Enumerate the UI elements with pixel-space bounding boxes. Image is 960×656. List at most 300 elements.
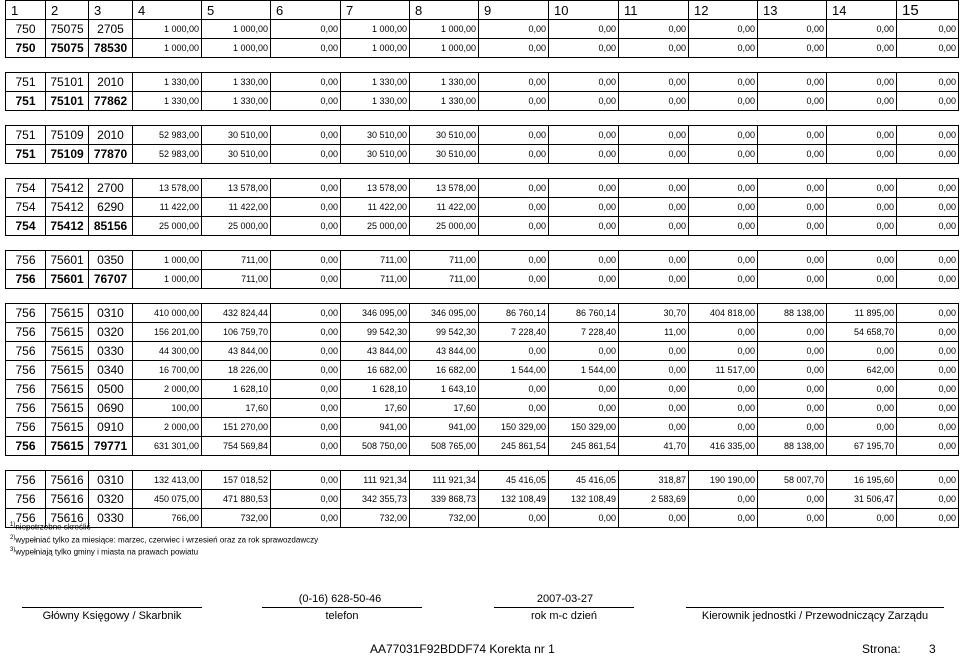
cell-amount: 0,00 (479, 20, 549, 39)
cell-amount: 0,00 (827, 179, 897, 198)
spacer-cell (6, 164, 959, 179)
table-body (6, 1, 959, 528)
cell-amount: 711,00 (341, 251, 410, 270)
cell-amount: 318,87 (619, 471, 689, 490)
cell-amount: 342 355,73 (341, 490, 410, 509)
cell-paragraf: 0320 (89, 490, 133, 509)
cell-amount: 0,00 (897, 342, 959, 361)
cell-rozdzial: 75601 (46, 251, 89, 270)
date-label: rok m-c dzień (530, 610, 598, 622)
cell-amount: 754 569,84 (202, 437, 271, 456)
cell-paragraf: 0310 (89, 471, 133, 490)
cell-amount: 30 510,00 (341, 145, 410, 164)
cell-amount: 0,00 (619, 145, 689, 164)
cell-amount: 0,00 (619, 39, 689, 58)
cell-rozdzial: 75615 (46, 304, 89, 323)
cell-amount: 0,00 (271, 342, 341, 361)
cell-amount: 404 818,00 (689, 304, 758, 323)
cell-amount: 0,00 (758, 73, 827, 92)
cell-amount: 0,00 (689, 73, 758, 92)
cell-amount: 7 228,40 (549, 323, 619, 342)
cell-amount: 711,00 (410, 251, 479, 270)
cell-amount: 106 759,70 (202, 323, 271, 342)
cell-amount: 0,00 (689, 198, 758, 217)
cell-rozdzial: 75615 (46, 437, 89, 456)
column-number: 3 (89, 1, 133, 20)
cell-paragraf: 77862 (89, 92, 133, 111)
cell-amount: 732,00 (341, 509, 410, 528)
cell-rozdzial: 75601 (46, 270, 89, 289)
cell-amount: 1 000,00 (133, 20, 202, 39)
footnote-3: $^{3)}$wypełniają tylko gminy i miasta na prawach powiatu (10, 547, 199, 557)
column-number: 7 (341, 1, 410, 20)
cell-amount: 2 000,00 (133, 380, 202, 399)
cell-amount: 0,00 (689, 418, 758, 437)
cell-dzial: 756 (6, 437, 46, 456)
cell-amount: 941,00 (410, 418, 479, 437)
cell-amount: 43 844,00 (410, 342, 479, 361)
cell-dzial: 754 (6, 198, 46, 217)
table-total-row (6, 39, 959, 58)
cell-amount: 0,00 (271, 437, 341, 456)
cell-dzial: 756 (6, 251, 46, 270)
cell-dzial: 751 (6, 145, 46, 164)
cell-amount: 410 000,00 (133, 304, 202, 323)
spacer-cell (6, 111, 959, 126)
cell-amount: 0,00 (619, 179, 689, 198)
cell-paragraf: 2010 (89, 126, 133, 145)
cell-rozdzial: 75615 (46, 361, 89, 380)
cell-amount: 0,00 (758, 509, 827, 528)
cell-amount: 0,00 (897, 437, 959, 456)
cell-amount: 1 544,00 (549, 361, 619, 380)
cell-amount: 100,00 (133, 399, 202, 418)
cell-amount: 156 201,00 (133, 323, 202, 342)
phone-line (262, 607, 422, 608)
cell-amount: 0,00 (689, 323, 758, 342)
cell-amount: 0,00 (619, 399, 689, 418)
cell-amount: 150 329,00 (549, 418, 619, 437)
cell-amount: 0,00 (758, 342, 827, 361)
head-signature-line (686, 607, 944, 608)
column-number: 13 (758, 1, 827, 20)
cell-amount: 0,00 (619, 509, 689, 528)
cell-amount: 132 108,49 (549, 490, 619, 509)
cell-amount: 245 861,54 (479, 437, 549, 456)
column-number-header (6, 1, 959, 20)
cell-dzial: 756 (6, 270, 46, 289)
cell-dzial: 750 (6, 20, 46, 39)
cell-amount: 0,00 (619, 20, 689, 39)
cell-amount: 0,00 (897, 270, 959, 289)
cell-amount: 43 844,00 (341, 342, 410, 361)
cell-amount: 0,00 (479, 509, 549, 528)
spacer-row (6, 58, 959, 73)
cell-amount: 0,00 (827, 270, 897, 289)
head-label: Kierownik jednostki / Przewodniczący Zarządu (701, 610, 929, 622)
cell-amount: 0,00 (479, 399, 549, 418)
cell-amount: 0,00 (897, 217, 959, 236)
cell-amount: 0,00 (827, 73, 897, 92)
cell-amount: 0,00 (897, 198, 959, 217)
cell-amount: 30,70 (619, 304, 689, 323)
table-row (6, 323, 959, 342)
table-row (6, 361, 959, 380)
cell-rozdzial: 75075 (46, 39, 89, 58)
cell-amount: 339 868,73 (410, 490, 479, 509)
cell-amount: 0,00 (827, 251, 897, 270)
cell-dzial: 754 (6, 179, 46, 198)
date-value: 2007-03-27 (536, 593, 594, 605)
cell-amount: 0,00 (549, 342, 619, 361)
cell-amount: 711,00 (410, 270, 479, 289)
cell-amount: 0,00 (271, 471, 341, 490)
cell-paragraf: 0310 (89, 304, 133, 323)
cell-dzial: 756 (6, 304, 46, 323)
cell-amount: 0,00 (271, 361, 341, 380)
table-row (6, 179, 959, 198)
table-row (6, 73, 959, 92)
cell-amount: 11 422,00 (202, 198, 271, 217)
cell-amount: 151 270,00 (202, 418, 271, 437)
cell-amount: 0,00 (479, 198, 549, 217)
cell-amount: 18 226,00 (202, 361, 271, 380)
cell-amount: 1 000,00 (410, 39, 479, 58)
cell-amount: 1 000,00 (202, 20, 271, 39)
spacer-cell (6, 456, 959, 471)
cell-paragraf: 0350 (89, 251, 133, 270)
cell-paragraf: 79771 (89, 437, 133, 456)
cell-dzial: 750 (6, 39, 46, 58)
cell-amount: 0,00 (897, 126, 959, 145)
cell-amount: 0,00 (549, 217, 619, 236)
table-row (6, 399, 959, 418)
cell-amount: 0,00 (271, 20, 341, 39)
cell-amount: 1 000,00 (133, 39, 202, 58)
cell-amount: 0,00 (549, 145, 619, 164)
cell-amount: 0,00 (549, 509, 619, 528)
cell-amount: 0,00 (758, 39, 827, 58)
cell-amount: 0,00 (897, 145, 959, 164)
cell-amount: 0,00 (827, 39, 897, 58)
cell-amount: 58 007,70 (758, 471, 827, 490)
cell-amount: 45 416,05 (549, 471, 619, 490)
cell-amount: 0,00 (827, 342, 897, 361)
cell-amount: 0,00 (271, 304, 341, 323)
cell-amount: 0,00 (549, 399, 619, 418)
cell-amount: 0,00 (689, 217, 758, 236)
cell-paragraf: 77870 (89, 145, 133, 164)
cell-amount: 0,00 (271, 92, 341, 111)
cell-amount: 0,00 (827, 145, 897, 164)
footnote-2: $^{2)}$wypełniać tylko za miesiące: marzec, czerwiec i wrzesień oraz za rok sprawozdawczy (10, 534, 319, 545)
cell-rozdzial: 75412 (46, 217, 89, 236)
cell-amount: 88 138,00 (758, 437, 827, 456)
cell-amount: 30 510,00 (341, 126, 410, 145)
cell-amount: 0,00 (619, 380, 689, 399)
column-number: 1 (6, 1, 46, 20)
cell-amount: 0,00 (479, 179, 549, 198)
cell-amount: 0,00 (897, 490, 959, 509)
cell-amount: 0,00 (271, 179, 341, 198)
cell-amount: 157 018,52 (202, 471, 271, 490)
cell-amount: 0,00 (689, 270, 758, 289)
cell-amount: 16 195,60 (827, 471, 897, 490)
cell-amount: 0,00 (479, 380, 549, 399)
cell-amount: 1 643,10 (410, 380, 479, 399)
cell-amount: 0,00 (897, 92, 959, 111)
column-number: 5 (202, 1, 271, 20)
cell-amount: 2 000,00 (133, 418, 202, 437)
cell-amount: 17,60 (341, 399, 410, 418)
cell-amount: 0,00 (271, 509, 341, 528)
cell-amount: 0,00 (619, 361, 689, 380)
cell-amount: 43 844,00 (202, 342, 271, 361)
table-row (6, 490, 959, 509)
column-number: 14 (827, 1, 897, 20)
footnote-1: $^{1)}$niepotrzebne skreślić (10, 522, 91, 532)
phone-value: (0-16) 628-50-46 (298, 593, 382, 605)
column-number: 9 (479, 1, 549, 20)
cell-rozdzial: 75615 (46, 399, 89, 418)
table-row (6, 342, 959, 361)
cell-dzial: 754 (6, 217, 46, 236)
cell-amount: 0,00 (758, 198, 827, 217)
cell-paragraf: 0320 (89, 323, 133, 342)
cell-rozdzial: 75412 (46, 179, 89, 198)
cell-amount: 766,00 (133, 509, 202, 528)
cell-paragraf: 76707 (89, 270, 133, 289)
cell-amount: 132 108,49 (479, 490, 549, 509)
cell-amount: 25 000,00 (410, 217, 479, 236)
spacer-row (6, 289, 959, 304)
cell-amount: 44 300,00 (133, 342, 202, 361)
cell-amount: 11 422,00 (133, 198, 202, 217)
cell-amount: 0,00 (897, 304, 959, 323)
cell-amount: 190 190,00 (689, 471, 758, 490)
cell-amount: 0,00 (689, 399, 758, 418)
cell-amount: 1 000,00 (202, 39, 271, 58)
cell-amount: 0,00 (271, 490, 341, 509)
cell-amount: 0,00 (689, 490, 758, 509)
cell-amount: 16 682,00 (410, 361, 479, 380)
cell-amount: 346 095,00 (341, 304, 410, 323)
cell-amount: 0,00 (897, 399, 959, 418)
column-number: 8 (410, 1, 479, 20)
cell-amount: 0,00 (758, 92, 827, 111)
cell-amount: 0,00 (271, 251, 341, 270)
table-total-row (6, 270, 959, 289)
cell-amount: 508 750,00 (341, 437, 410, 456)
cell-amount: 0,00 (619, 270, 689, 289)
cell-amount: 30 510,00 (410, 126, 479, 145)
cell-amount: 0,00 (689, 145, 758, 164)
cell-amount: 0,00 (549, 380, 619, 399)
column-number: 4 (133, 1, 202, 20)
cell-amount: 0,00 (758, 490, 827, 509)
cell-rozdzial: 75615 (46, 323, 89, 342)
cell-paragraf: 0910 (89, 418, 133, 437)
cell-amount: 0,00 (758, 251, 827, 270)
cell-amount: 11 422,00 (410, 198, 479, 217)
cell-amount: 7 228,40 (479, 323, 549, 342)
cell-paragraf: 0330 (89, 342, 133, 361)
cell-amount: 99 542,30 (341, 323, 410, 342)
date-line (494, 607, 634, 608)
cell-dzial: 756 (6, 380, 46, 399)
cell-amount: 0,00 (897, 20, 959, 39)
spacer-cell (6, 236, 959, 251)
cell-paragraf: 0500 (89, 380, 133, 399)
cell-amount: 11 422,00 (341, 198, 410, 217)
cell-amount: 0,00 (758, 217, 827, 236)
cell-amount: 0,00 (827, 198, 897, 217)
cell-amount: 0,00 (479, 73, 549, 92)
cell-amount: 111 921,34 (341, 471, 410, 490)
cell-dzial: 756 (6, 471, 46, 490)
cell-amount: 1 330,00 (202, 73, 271, 92)
cell-amount: 86 760,14 (549, 304, 619, 323)
table-row (6, 20, 959, 39)
cell-amount: 450 075,00 (133, 490, 202, 509)
phone-label: telefon (325, 610, 359, 622)
cell-amount: 1 000,00 (133, 251, 202, 270)
cell-amount: 0,00 (827, 380, 897, 399)
cell-amount: 0,00 (271, 73, 341, 92)
cell-rozdzial: 75615 (46, 342, 89, 361)
cell-amount: 0,00 (827, 126, 897, 145)
table-row (6, 251, 959, 270)
cell-amount: 0,00 (549, 39, 619, 58)
cell-amount: 0,00 (897, 39, 959, 58)
cell-amount: 0,00 (549, 270, 619, 289)
cell-rozdzial: 75616 (46, 471, 89, 490)
cell-amount: 31 506,47 (827, 490, 897, 509)
cell-amount: 30 510,00 (202, 126, 271, 145)
cell-amount: 52 983,00 (133, 145, 202, 164)
cell-rozdzial: 75109 (46, 145, 89, 164)
document-id: AA77031F92BDDF74 Korekta nr 1 (370, 642, 555, 656)
cell-amount: 0,00 (549, 20, 619, 39)
cell-amount: 0,00 (549, 92, 619, 111)
cell-rozdzial: 75615 (46, 418, 89, 437)
cell-amount: 25 000,00 (133, 217, 202, 236)
cell-amount: 0,00 (897, 509, 959, 528)
footnotes (10, 520, 318, 558)
cell-dzial: 751 (6, 126, 46, 145)
cell-amount: 0,00 (479, 126, 549, 145)
cell-amount: 0,00 (758, 323, 827, 342)
cell-amount: 11,00 (619, 323, 689, 342)
cell-amount: 0,00 (758, 126, 827, 145)
column-number: 15 (897, 1, 959, 20)
cell-amount: 0,00 (758, 145, 827, 164)
cell-amount: 86 760,14 (479, 304, 549, 323)
cell-amount: 0,00 (479, 217, 549, 236)
cell-amount: 0,00 (619, 198, 689, 217)
cell-amount: 0,00 (827, 92, 897, 111)
cell-amount: 0,00 (479, 251, 549, 270)
cell-amount: 0,00 (479, 145, 549, 164)
cell-rozdzial: 75615 (46, 380, 89, 399)
cell-amount: 1 628,10 (202, 380, 271, 399)
cell-rozdzial: 75412 (46, 198, 89, 217)
cell-amount: 0,00 (758, 179, 827, 198)
cell-amount: 1 330,00 (341, 92, 410, 111)
cell-amount: 0,00 (689, 92, 758, 111)
cell-amount: 0,00 (479, 342, 549, 361)
cell-amount: 0,00 (758, 270, 827, 289)
cell-paragraf: 6290 (89, 198, 133, 217)
cell-amount: 0,00 (897, 73, 959, 92)
cell-amount: 99 542,30 (410, 323, 479, 342)
cell-paragraf: 78530 (89, 39, 133, 58)
cell-amount: 1 330,00 (410, 73, 479, 92)
column-number: 12 (689, 1, 758, 20)
cell-amount: 0,00 (897, 471, 959, 490)
cell-rozdzial: 75075 (46, 20, 89, 39)
cell-amount: 0,00 (758, 418, 827, 437)
cell-amount: 0,00 (271, 418, 341, 437)
cell-rozdzial: 75101 (46, 92, 89, 111)
cell-amount: 1 330,00 (202, 92, 271, 111)
table-row (6, 418, 959, 437)
cell-amount: 941,00 (341, 418, 410, 437)
cell-amount: 0,00 (271, 270, 341, 289)
cell-amount: 13 578,00 (202, 179, 271, 198)
cell-amount: 711,00 (202, 270, 271, 289)
cell-dzial: 751 (6, 73, 46, 92)
cell-rozdzial: 75616 (46, 509, 89, 528)
cell-amount: 25 000,00 (341, 217, 410, 236)
cell-amount: 0,00 (619, 251, 689, 270)
cell-amount: 0,00 (271, 145, 341, 164)
cell-amount: 0,00 (689, 179, 758, 198)
cell-rozdzial: 75616 (46, 490, 89, 509)
cell-amount: 0,00 (271, 399, 341, 418)
spacer-row (6, 236, 959, 251)
cell-dzial: 756 (6, 509, 46, 528)
cell-amount: 0,00 (479, 270, 549, 289)
cell-paragraf: 0690 (89, 399, 133, 418)
cell-amount: 0,00 (689, 20, 758, 39)
page-number: 3 (929, 642, 936, 656)
cell-dzial: 756 (6, 323, 46, 342)
cell-amount: 1 000,00 (341, 20, 410, 39)
spacer-row (6, 111, 959, 126)
cell-amount: 0,00 (271, 323, 341, 342)
cell-amount: 111 921,34 (410, 471, 479, 490)
spacer-cell (6, 289, 959, 304)
cell-amount: 52 983,00 (133, 126, 202, 145)
cell-amount: 0,00 (897, 251, 959, 270)
cell-amount: 432 824,44 (202, 304, 271, 323)
cell-amount: 11 517,00 (689, 361, 758, 380)
cell-amount: 0,00 (479, 39, 549, 58)
cell-amount: 0,00 (689, 126, 758, 145)
cell-amount: 471 880,53 (202, 490, 271, 509)
cell-paragraf: 0330 (89, 509, 133, 528)
cell-amount: 0,00 (827, 509, 897, 528)
cell-amount: 13 578,00 (410, 179, 479, 198)
cell-amount: 1 330,00 (341, 73, 410, 92)
table-row (6, 304, 959, 323)
cell-amount: 45 416,05 (479, 471, 549, 490)
cell-rozdzial: 75109 (46, 126, 89, 145)
cell-amount: 508 765,00 (410, 437, 479, 456)
cell-amount: 1 000,00 (341, 39, 410, 58)
table-row (6, 471, 959, 490)
